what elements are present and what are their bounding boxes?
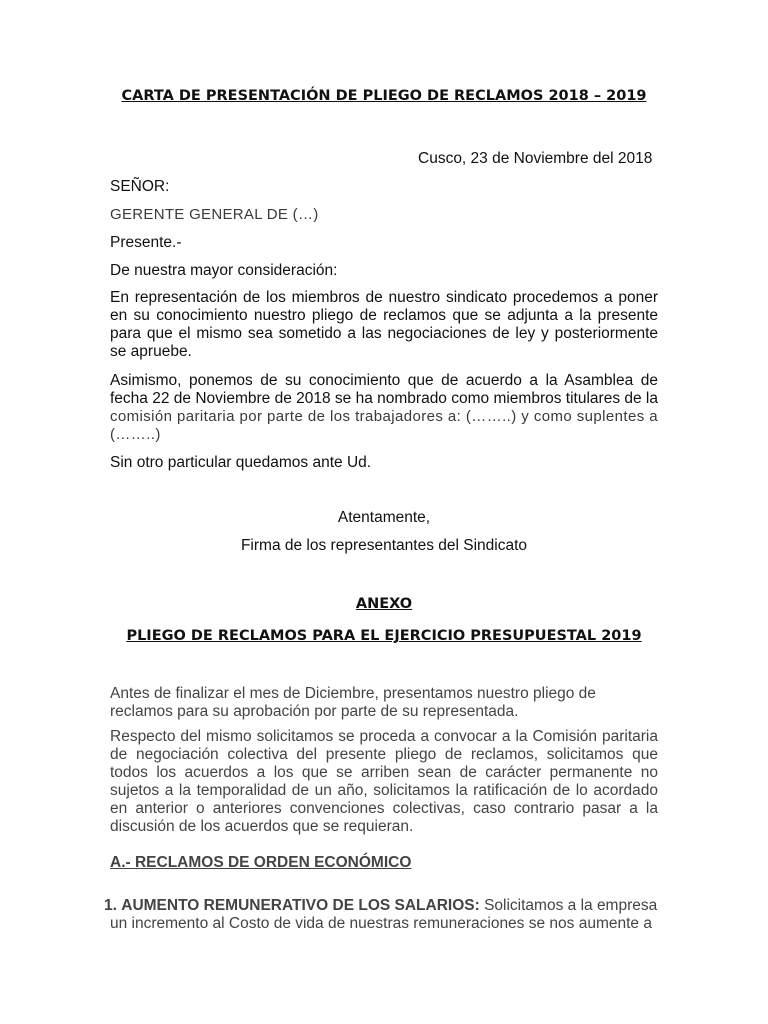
annex-paragraph-1: Antes de finalizar el mes de Diciembre, presentamos nuestro pliego de reclamos para su aprobación por parte de su representada. xyxy=(110,685,596,720)
salutation: Atentamente, xyxy=(337,509,431,526)
presente-line: Presente.- xyxy=(110,234,182,251)
recipient-title: SEÑOR: xyxy=(110,178,170,195)
annex-paragraph-2: Respecto del mismo solicitamos se proceda a convocar a la Comisión paritaria de negociación colectiva del presente pliego de reclamos, solicitamos que todos los acuerdos a los que se arriben sean de carácter permanente no sujetos a la temporalidad de un año, solicitamos la ratificación de lo acordado en anterior o anteriores convenciones colectivas, caso contrario pasar a la discusión de los acuerdos que se requieran. xyxy=(110,728,658,835)
list-item-1 xyxy=(104,897,658,915)
letter-paragraph-2-main: Asimismo, ponemos de su conocimiento que de acuerdo a la Asamblea de fecha 22 de Noviembre de 2018 se ha nombrado como miembros titulares de la xyxy=(110,372,658,407)
annex-title: ANEXO xyxy=(355,596,413,612)
annex-subtitle: PLIEGO DE RECLAMOS PARA EL EJERCICIO PRESUPUESTAL 2019 xyxy=(126,628,642,644)
place-date: Cusco, 23 de Noviembre del 2018 xyxy=(418,150,653,167)
recipient-name: GERENTE GENERAL DE (…) xyxy=(110,206,319,223)
letter-paragraph-2-tail: comisión paritaria por parte de los trabajadores a: (……..) y como suplentes a (……..) xyxy=(110,408,658,443)
list-item-1-number: 1. xyxy=(104,897,117,914)
greeting: De nuestra mayor consideración: xyxy=(110,262,338,279)
closing-line: Sin otro particular quedamos ante Ud. xyxy=(110,454,372,471)
letter-paragraph-2 xyxy=(110,372,658,444)
letter-title: CARTA DE PRESENTACIÓN DE PLIEGO DE RECLAMOS 2018 – 2019 xyxy=(121,88,647,104)
section-heading: A.- RECLAMOS DE ORDEN ECONÓMICO xyxy=(110,854,412,871)
signature-line: Firma de los representantes del Sindicato xyxy=(240,537,528,554)
list-item-1-line-2: un incremento al Costo de vida de nuestras remuneraciones se nos aumente a xyxy=(110,915,652,932)
list-item-1-heading: AUMENTO REMUNERATIVO DE LOS SALARIOS: xyxy=(121,897,480,914)
list-item-1-text: Solicitamos a la empresa xyxy=(479,897,658,914)
letter-paragraph-1: En representación de los miembros de nuestro sindicato procedemos a poner en su conocimiento nuestro pliego de reclamos que se adjunta a la presente para que el mismo sea sometido a las negociaciones de ley y posteriormente se apruebe. xyxy=(110,289,658,360)
